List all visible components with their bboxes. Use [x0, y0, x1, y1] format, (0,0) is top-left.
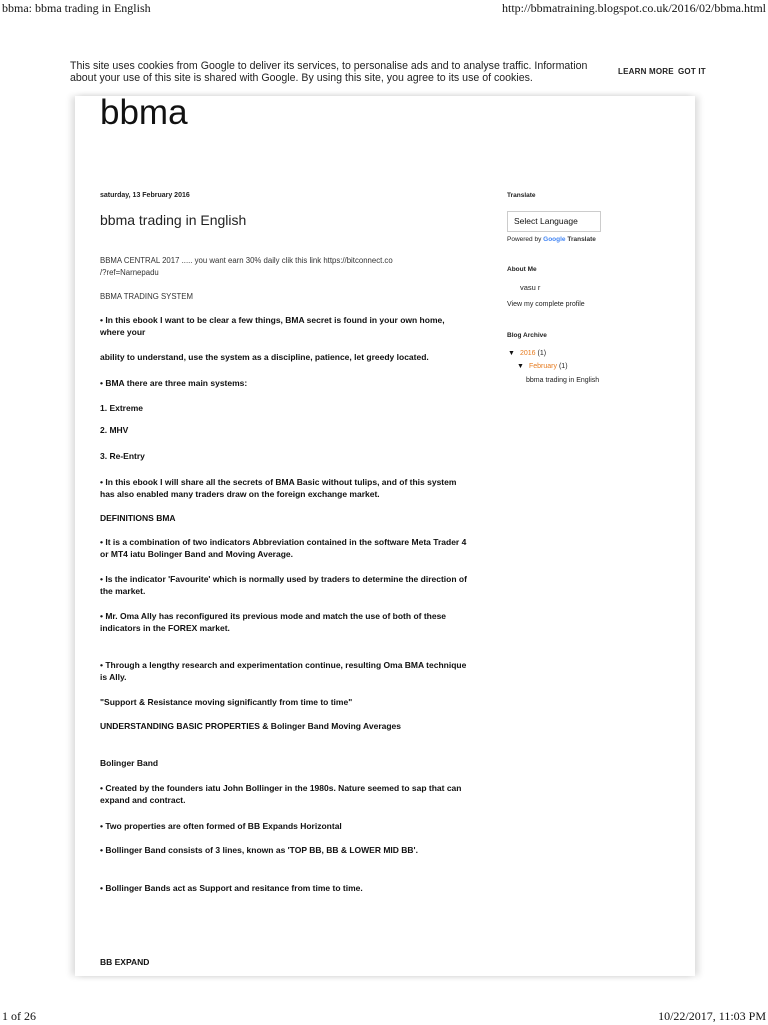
blog-title[interactable]: bbma — [100, 93, 188, 132]
powered-by-google[interactable] — [507, 236, 596, 243]
paragraph-line: • Bollinger Bands act as Support and resitance from time to time. — [100, 883, 363, 893]
paragraph-line: the market. — [100, 586, 146, 596]
print-header — [0, 1, 768, 17]
post-paragraph — [100, 757, 470, 769]
post-paragraph — [100, 402, 470, 414]
translate-label: Translate — [567, 236, 596, 243]
post-paragraph — [100, 696, 470, 708]
paragraph-line: • In this ebook I want to be clear a few things, BMA secret is found in your own home, — [100, 315, 445, 325]
paragraph-line: where your — [100, 327, 146, 337]
powered-by-label: Powered by — [507, 236, 542, 243]
month-expand-triangle-icon[interactable]: ▼ — [517, 363, 524, 370]
print-footer — [0, 1009, 768, 1025]
archive-post-link[interactable]: bbma trading in English — [526, 377, 600, 384]
year-expand-triangle-icon[interactable]: ▼ — [508, 350, 515, 357]
paragraph-line: 1. Extreme — [100, 403, 143, 413]
print-header-title: bbma: bbma trading in English — [2, 1, 151, 15]
post-paragraph — [100, 377, 470, 389]
post-paragraph — [100, 720, 470, 732]
archive-year-link[interactable]: 2016 — [520, 350, 536, 357]
paragraph-line: or MT4 iatu Bolinger Band and Moving Average. — [100, 549, 294, 559]
paragraph-line: • Is the indicator 'Favourite' which is normally used by traders to determine the direction of — [100, 574, 467, 584]
post-paragraph — [100, 573, 470, 597]
cookie-notice-line-1: This site uses cookies from Google to deliver its services, to personalise ads and to analyse traffic. Information — [70, 60, 588, 72]
archive-month-row — [529, 363, 568, 370]
google-logo: Google — [543, 236, 566, 243]
post-paragraph — [100, 351, 470, 363]
post-paragraph — [100, 844, 470, 856]
view-profile-link[interactable]: View my complete profile — [507, 301, 585, 308]
paragraph-line: • Mr. Oma Ally has reconfigured its previous mode and match the use of both of these — [100, 611, 447, 621]
post-paragraph — [100, 659, 470, 683]
paragraph-line: /?ref=Narnepadu — [100, 268, 159, 277]
paragraph-line: has also enabled many traders draw on the foreign exchange market. — [100, 489, 380, 499]
post-paragraph — [100, 536, 470, 560]
paragraph-line: expand and contract. — [100, 795, 186, 805]
cookie-notice — [70, 60, 600, 84]
translate-heading: Translate — [507, 192, 536, 199]
post-paragraph — [100, 255, 470, 279]
paragraph-line: BB EXPAND — [100, 957, 150, 967]
paragraph-line: • Bollinger Band consists of 3 lines, known as 'TOP BB, BB & LOWER MID BB'. — [100, 845, 418, 855]
author-name-link[interactable]: vasu r — [520, 283, 541, 292]
post-paragraph — [100, 476, 470, 500]
paragraph-line: is Ally. — [100, 672, 127, 682]
paragraph-line: 3. Re-Entry — [100, 451, 145, 461]
archive-month-count: (1) — [558, 363, 568, 370]
archive-month-link[interactable]: February — [529, 363, 558, 370]
post-paragraph — [100, 314, 470, 338]
paragraph-line: BBMA CENTRAL 2017 ..... you want earn 30% daily clik this link https://bitconnect.co — [100, 256, 393, 265]
paragraph-line: UNDERSTANDING BASIC PROPERTIES & Bolinger Band Moving Averages — [100, 721, 401, 731]
print-timestamp: 10/22/2017, 11:03 PM — [658, 1009, 766, 1023]
post-paragraph — [100, 450, 470, 462]
post-date: saturday, 13 February 2016 — [100, 192, 190, 199]
paragraph-line: • Two properties are often formed of BB Expands Horizontal — [100, 821, 342, 831]
paragraph-line: DEFINITIONS BMA — [100, 513, 176, 523]
paragraph-line: • Created by the founders iatu John Bollinger in the 1980s. Nature seemed to sap that can — [100, 783, 462, 793]
blog-archive-heading: Blog Archive — [507, 332, 547, 339]
archive-year-count: (1) — [537, 350, 547, 357]
language-select[interactable]: Select Language — [507, 211, 601, 232]
post-paragraph — [100, 610, 470, 634]
about-me-heading: About Me — [507, 266, 537, 273]
paragraph-line: • In this ebook I will share all the secrets of BMA Basic without tulips, and of this system — [100, 477, 457, 487]
print-page-number: 1 of 26 — [2, 1009, 36, 1023]
got-it-button[interactable]: GOT IT — [678, 67, 706, 76]
paragraph-line: BBMA TRADING SYSTEM — [100, 292, 194, 301]
paragraph-line: indicators in the FOREX market. — [100, 623, 230, 633]
post-paragraph — [100, 882, 470, 894]
paragraph-line: • Through a lengthy research and experimentation continue, resulting Oma BMA technique — [100, 660, 467, 670]
cookie-notice-line-2: about your use of this site is shared with Google. By using this site, you agree to its use of cookies. — [70, 72, 533, 84]
post-paragraph — [100, 956, 470, 968]
paragraph-line: 2. MHV — [100, 425, 129, 435]
paragraph-line: "Support & Resistance moving significantly from time to time" — [100, 697, 353, 707]
post-paragraph — [100, 512, 470, 524]
archive-year-row — [520, 350, 546, 357]
post-paragraph — [100, 782, 470, 806]
post-paragraph — [100, 424, 470, 436]
paragraph-line: ability to understand, use the system as a discipline, patience, let greedy located. — [100, 352, 429, 362]
learn-more-button[interactable]: LEARN MORE — [618, 67, 674, 76]
post-paragraph — [100, 820, 470, 832]
post-paragraph — [100, 291, 470, 303]
paragraph-line: • It is a combination of two indicators Abbreviation contained in the software Meta Trader 4 — [100, 537, 467, 547]
paragraph-line: • BMA there are three main systems: — [100, 378, 248, 388]
print-header-url: http://bbmatraining.blogspot.co.uk/2016/02/bbma.html — [502, 1, 766, 15]
post-title[interactable]: bbma trading in English — [100, 212, 247, 228]
paragraph-line: Bolinger Band — [100, 758, 159, 768]
